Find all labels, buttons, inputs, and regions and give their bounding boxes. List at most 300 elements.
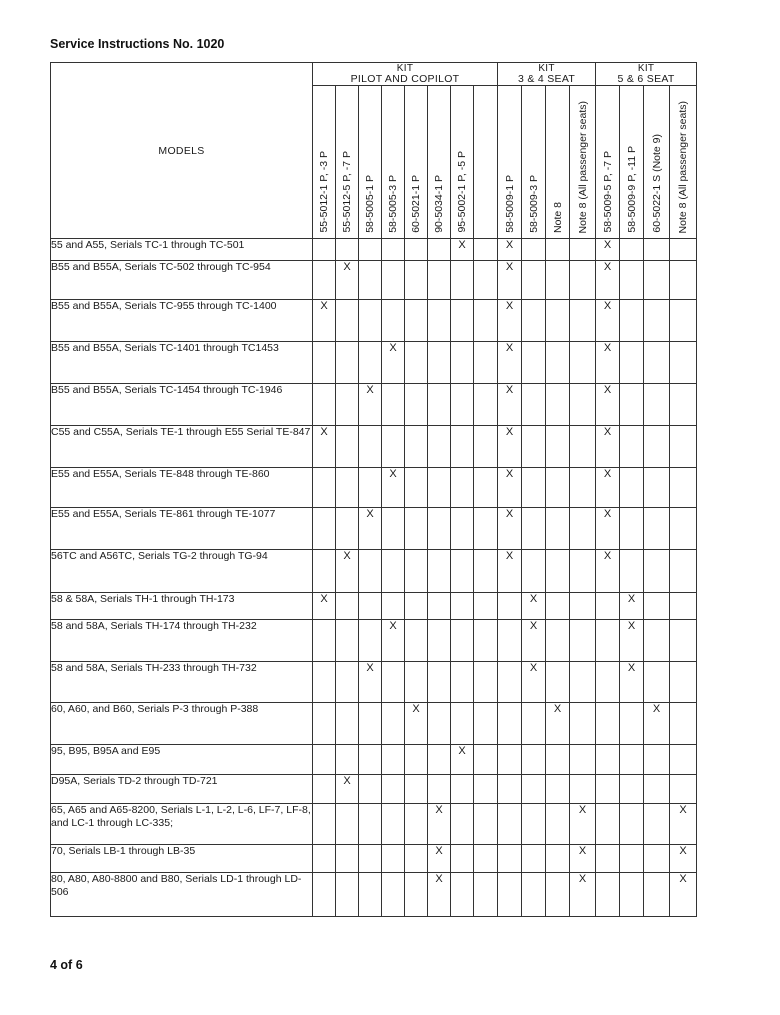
- table-row: [51, 468, 697, 508]
- kit-cell: [596, 620, 620, 662]
- kit-cell: [670, 845, 697, 873]
- kit-cell: [359, 662, 382, 703]
- kit-cell: [644, 620, 670, 662]
- kit-cell: [670, 550, 697, 593]
- kit-cell: [428, 300, 451, 342]
- kit-cell: [382, 593, 405, 620]
- applies-mark: X: [652, 703, 661, 715]
- applies-mark: X: [578, 804, 587, 816]
- kit-cell: [670, 873, 697, 917]
- kit-cell: [570, 662, 596, 703]
- kit-cell: [498, 745, 522, 775]
- kit-cell: [644, 593, 670, 620]
- kit-cell: [546, 745, 570, 775]
- kit-cell: [670, 384, 697, 426]
- kit-cell: [670, 300, 697, 342]
- kit-cell: [336, 703, 359, 745]
- kit-cell: [620, 804, 644, 845]
- kit-cell: [382, 620, 405, 662]
- document-title: Service Instructions No. 1020: [50, 37, 225, 51]
- kit-cell: [313, 239, 336, 261]
- kit-cell: [474, 745, 498, 775]
- kit-cell: [620, 550, 644, 593]
- part-number-label: 58-5005-3 P: [386, 175, 399, 233]
- kit-cell: [570, 508, 596, 550]
- kit-cell: [474, 804, 498, 845]
- part-number-label: 58-5009-1 P: [503, 175, 516, 233]
- applies-mark: X: [603, 550, 612, 562]
- kit-group-label: 5 & 6 SEAT: [617, 73, 675, 85]
- kit-cell: [596, 662, 620, 703]
- kit-cell: [313, 662, 336, 703]
- kit-cell: [313, 873, 336, 917]
- kit-cell: [546, 426, 570, 468]
- kit-cell: [670, 426, 697, 468]
- model-cell: 58 and 58A, Serials TH-174 through TH-232: [51, 620, 313, 662]
- kit-cell: [474, 300, 498, 342]
- kit-cell: [596, 775, 620, 804]
- kit-cell: [522, 703, 546, 745]
- kit-cell: [522, 426, 546, 468]
- applies-mark: X: [505, 342, 514, 354]
- kit-cell: [405, 508, 428, 550]
- part-number-label: 58-5009-5 P, -7 P: [601, 151, 614, 233]
- kit-group-header: [313, 63, 498, 86]
- applies-mark: X: [505, 550, 514, 562]
- model-cell: B55 and B55A, Serials TC-1401 through TC1453: [51, 342, 313, 384]
- kit-cell: [474, 239, 498, 261]
- kit-cell: [428, 873, 451, 917]
- kit-cell: [382, 703, 405, 745]
- kit-cell: [620, 873, 644, 917]
- kit-cell: [382, 300, 405, 342]
- applies-mark: X: [529, 593, 538, 605]
- kit-cell: [428, 261, 451, 300]
- kit-cell: [498, 261, 522, 300]
- kit-cell: [570, 342, 596, 384]
- kit-cell: [644, 239, 670, 261]
- kit-cell: [382, 845, 405, 873]
- applies-mark: X: [505, 468, 514, 480]
- model-cell: 70, Serials LB-1 through LB-35: [51, 845, 313, 873]
- kit-cell: [620, 775, 644, 804]
- part-number-label: 58-5005-1 P: [363, 175, 376, 233]
- kit-cell: [570, 873, 596, 917]
- part-number-header: [546, 86, 570, 239]
- kit-cell: [546, 845, 570, 873]
- kit-cell: [428, 845, 451, 873]
- kit-cell: [596, 804, 620, 845]
- kit-cell: [336, 468, 359, 508]
- part-number-label: Note 8: [551, 202, 564, 233]
- kit-cell: [336, 804, 359, 845]
- kit-cell: [451, 775, 474, 804]
- kit-cell: [570, 550, 596, 593]
- kit-cell: [382, 508, 405, 550]
- kit-group-label: 3 & 4 SEAT: [518, 73, 576, 85]
- kit-cell: [405, 804, 428, 845]
- part-number-header: [359, 86, 382, 239]
- kit-cell: [405, 873, 428, 917]
- kit-cell: [313, 261, 336, 300]
- kit-cell: [620, 745, 644, 775]
- models-header: MODELS: [51, 63, 313, 239]
- part-number-label: 60-5022-1 S (Note 9): [650, 134, 663, 233]
- kit-cell: [498, 593, 522, 620]
- applies-mark: X: [505, 426, 514, 438]
- table-header: [51, 63, 697, 239]
- part-number-header: [336, 86, 359, 239]
- kit-cell: [522, 620, 546, 662]
- kit-cell: [522, 239, 546, 261]
- kit-cell: [428, 804, 451, 845]
- part-number-header: [570, 86, 596, 239]
- kit-cell: [570, 775, 596, 804]
- kit-cell: [498, 703, 522, 745]
- kit-cell: [359, 239, 382, 261]
- kit-cell: [546, 508, 570, 550]
- kit-cell: [498, 508, 522, 550]
- kit-cell: [596, 261, 620, 300]
- kit-cell: [359, 703, 382, 745]
- kit-cell: [405, 384, 428, 426]
- kit-cell: [451, 342, 474, 384]
- kit-cell: [382, 239, 405, 261]
- kit-cell: [428, 239, 451, 261]
- applies-mark: X: [553, 703, 562, 715]
- kit-cell: [359, 620, 382, 662]
- applies-mark: X: [366, 662, 374, 674]
- kit-cell: [313, 775, 336, 804]
- part-number-label: Note 8 (All passenger seats): [676, 100, 689, 233]
- kit-cell: [498, 873, 522, 917]
- kit-cell: [405, 662, 428, 703]
- kit-cell: [670, 239, 697, 261]
- kit-cell: [596, 873, 620, 917]
- model-cell: 60, A60, and B60, Serials P-3 through P-388: [51, 703, 313, 745]
- kit-cell: [546, 261, 570, 300]
- kit-cell: [474, 593, 498, 620]
- kit-cell: [522, 745, 546, 775]
- applies-mark: X: [603, 508, 612, 520]
- kit-cell: [522, 300, 546, 342]
- kit-cell: [596, 550, 620, 593]
- kit-cell: [644, 426, 670, 468]
- kit-cell: [313, 342, 336, 384]
- kit-cell: [359, 261, 382, 300]
- kit-cell: [359, 873, 382, 917]
- kit-cell: [670, 342, 697, 384]
- applies-mark: X: [679, 845, 687, 857]
- kit-cell: [522, 593, 546, 620]
- kit-cell: [546, 593, 570, 620]
- kit-cell: [359, 508, 382, 550]
- kit-cell: [474, 468, 498, 508]
- kit-cell: [336, 384, 359, 426]
- kit-cell: [474, 426, 498, 468]
- part-number-header: [670, 86, 697, 239]
- applies-mark: X: [389, 468, 397, 480]
- kit-cell: [644, 508, 670, 550]
- kit-cell: [382, 804, 405, 845]
- applies-mark: X: [320, 300, 328, 312]
- part-number-label: 55-5012-5 P, -7 P: [340, 151, 353, 233]
- kit-cell: [382, 775, 405, 804]
- kit-cell: [620, 426, 644, 468]
- applies-mark: X: [505, 239, 514, 251]
- kit-cell: [498, 300, 522, 342]
- kit-cell: [359, 845, 382, 873]
- kit-cell: [336, 620, 359, 662]
- kit-cell: [644, 342, 670, 384]
- kit-cell: [596, 300, 620, 342]
- page-number: 4 of 6: [50, 958, 83, 972]
- applies-mark: X: [505, 300, 514, 312]
- kit-cell: [474, 384, 498, 426]
- kit-cell: [474, 508, 498, 550]
- kit-cell: [644, 468, 670, 508]
- applies-mark: X: [343, 261, 351, 273]
- applies-mark: X: [679, 873, 687, 885]
- part-number-label: 95-5002-1 P, -5 P: [455, 151, 468, 233]
- kit-cell: [359, 745, 382, 775]
- kit-cell: [382, 662, 405, 703]
- kit-cell: [474, 845, 498, 873]
- kit-cell: [336, 662, 359, 703]
- model-cell: 80, A80, A80-8800 and B80, Serials LD-1 through LD-506: [51, 873, 313, 917]
- model-cell: 58 and 58A, Serials TH-233 through TH-732: [51, 662, 313, 703]
- kit-cell: [670, 468, 697, 508]
- kit-cell: [451, 261, 474, 300]
- applies-mark: X: [603, 468, 612, 480]
- kit-cell: [428, 593, 451, 620]
- kit-cell: [670, 508, 697, 550]
- model-cell: D95A, Serials TD-2 through TD-721: [51, 775, 313, 804]
- applies-mark: X: [412, 703, 420, 715]
- applies-mark: X: [578, 873, 587, 885]
- table-row: [51, 342, 697, 384]
- kit-label: KIT: [637, 63, 655, 74]
- applies-mark: X: [578, 845, 587, 857]
- kit-cell: [451, 468, 474, 508]
- kit-cell: [498, 550, 522, 593]
- kit-cell: [359, 342, 382, 384]
- kit-cell: [570, 745, 596, 775]
- kit-cell: [670, 620, 697, 662]
- kit-cell: [620, 342, 644, 384]
- kit-cell: [522, 508, 546, 550]
- table-row: [51, 261, 697, 300]
- kit-cell: [336, 775, 359, 804]
- kit-cell: [644, 703, 670, 745]
- kit-cell: [546, 468, 570, 508]
- kit-cell: [474, 775, 498, 804]
- kit-cell: [570, 300, 596, 342]
- kit-cell: [670, 593, 697, 620]
- kit-cell: [428, 426, 451, 468]
- kit-cell: [336, 593, 359, 620]
- kit-cell: [474, 703, 498, 745]
- table-row: [51, 845, 697, 873]
- table-row: [51, 620, 697, 662]
- kit-cell: [382, 342, 405, 384]
- kit-cell: [313, 620, 336, 662]
- table-row: [51, 804, 697, 845]
- kit-cell: [336, 239, 359, 261]
- applies-mark: X: [505, 384, 514, 396]
- kit-cell: [596, 468, 620, 508]
- kit-cell: [336, 550, 359, 593]
- kit-cell: [644, 550, 670, 593]
- model-cell: C55 and C55A, Serials TE-1 through E55 Serial TE-847: [51, 426, 313, 468]
- kit-cell: [522, 261, 546, 300]
- kit-cell: [359, 775, 382, 804]
- kit-cell: [546, 550, 570, 593]
- kit-cell: [313, 426, 336, 468]
- kit-cell: [498, 426, 522, 468]
- kit-cell: [336, 873, 359, 917]
- kit-cell: [451, 745, 474, 775]
- kit-cell: [620, 300, 644, 342]
- kit-cell: [382, 384, 405, 426]
- kit-cell: [644, 662, 670, 703]
- applies-mark: X: [320, 593, 328, 605]
- kit-cell: [546, 703, 570, 745]
- kit-cell: [428, 745, 451, 775]
- kit-cell: [359, 468, 382, 508]
- kit-cell: [620, 384, 644, 426]
- part-number-header: [522, 86, 546, 239]
- applies-mark: X: [366, 384, 374, 396]
- table-row: [51, 508, 697, 550]
- kit-cell: [451, 426, 474, 468]
- kit-cell: [405, 593, 428, 620]
- kit-cell: [498, 845, 522, 873]
- applies-mark: X: [679, 804, 687, 816]
- kit-cell: [313, 593, 336, 620]
- kit-label: KIT: [396, 63, 414, 74]
- kit-cell: [522, 662, 546, 703]
- model-cell: 65, A65 and A65-8200, Serials L-1, L-2, L-6, LF-7, LF-8, and LC-1 through LC-335;: [51, 804, 313, 845]
- kit-cell: [428, 775, 451, 804]
- kit-cell: [474, 261, 498, 300]
- kit-cell: [644, 873, 670, 917]
- kit-cell: [522, 845, 546, 873]
- applies-mark: X: [505, 508, 514, 520]
- kit-cell: [428, 703, 451, 745]
- part-number-label: 58-5009-9 P, -11 P: [625, 146, 638, 233]
- kit-cell: [670, 703, 697, 745]
- kit-cell: [570, 620, 596, 662]
- kit-cell: [428, 342, 451, 384]
- kit-cell: [313, 508, 336, 550]
- kit-cell: [498, 620, 522, 662]
- part-number-header: [313, 86, 336, 239]
- kit-cell: [620, 620, 644, 662]
- applies-mark: X: [435, 873, 443, 885]
- kit-cell: [428, 384, 451, 426]
- kit-cell: [498, 342, 522, 384]
- kit-cell: [405, 845, 428, 873]
- header-group-row: [51, 63, 697, 86]
- kit-cell: [570, 261, 596, 300]
- kit-cell: [570, 239, 596, 261]
- kit-cell: [546, 620, 570, 662]
- table-row: [51, 775, 697, 804]
- kit-cell: [313, 550, 336, 593]
- table-row: [51, 550, 697, 593]
- applies-mark: X: [366, 508, 374, 520]
- applies-mark: X: [435, 845, 443, 857]
- applies-mark: X: [343, 775, 351, 787]
- kit-cell: [670, 745, 697, 775]
- applies-mark: X: [435, 804, 443, 816]
- kit-cell: [620, 508, 644, 550]
- kit-cell: [405, 261, 428, 300]
- part-number-header: [405, 86, 428, 239]
- kit-cell: [644, 845, 670, 873]
- applies-mark: X: [529, 662, 538, 674]
- kit-cell: [451, 508, 474, 550]
- table-row: [51, 873, 697, 917]
- kit-cell: [522, 550, 546, 593]
- kit-cell: [570, 804, 596, 845]
- kit-group-header: [498, 63, 596, 86]
- kit-cell: [546, 342, 570, 384]
- kit-cell: [596, 703, 620, 745]
- model-cell: 56TC and A56TC, Serials TG-2 through TG-94: [51, 550, 313, 593]
- part-number-header: [620, 86, 644, 239]
- kit-cell: [336, 300, 359, 342]
- applies-mark: X: [603, 261, 612, 273]
- kit-cell: [428, 662, 451, 703]
- kit-group-header: [596, 63, 697, 86]
- applies-mark: X: [343, 550, 351, 562]
- kit-cell: [498, 804, 522, 845]
- kit-cell: [428, 508, 451, 550]
- kit-cell: [336, 261, 359, 300]
- kit-cell: [546, 300, 570, 342]
- kit-cell: [382, 261, 405, 300]
- table-row: [51, 593, 697, 620]
- applies-mark: X: [529, 620, 538, 632]
- kit-cell: [522, 873, 546, 917]
- kit-cell: [474, 620, 498, 662]
- kit-cell: [405, 775, 428, 804]
- kit-cell: [498, 468, 522, 508]
- kit-cell: [546, 239, 570, 261]
- part-number-header: [474, 86, 498, 239]
- kit-cell: [670, 662, 697, 703]
- part-number-label: 58-5009-3 P: [527, 175, 540, 233]
- kit-cell: [596, 593, 620, 620]
- kit-cell: [359, 426, 382, 468]
- kit-cell: [313, 845, 336, 873]
- kit-cell: [451, 873, 474, 917]
- kit-cell: [405, 426, 428, 468]
- part-number-label: 90-5034-1 P: [432, 175, 445, 233]
- kit-cell: [670, 804, 697, 845]
- table-row: [51, 384, 697, 426]
- kit-cell: [451, 662, 474, 703]
- kit-cell: [620, 662, 644, 703]
- kit-cell: [313, 300, 336, 342]
- kit-group-label: PILOT AND COPILOT: [350, 73, 460, 85]
- kit-cell: [382, 426, 405, 468]
- table-row: [51, 239, 697, 261]
- kit-cell: [405, 745, 428, 775]
- table-row: [51, 745, 697, 775]
